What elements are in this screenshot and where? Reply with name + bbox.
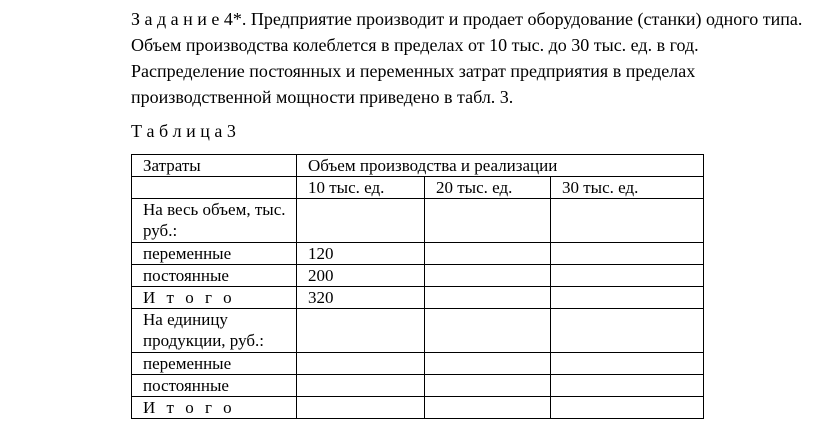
table-row	[132, 397, 704, 419]
table-row	[132, 199, 704, 243]
task-label: З а д а н и е 4*	[131, 9, 242, 29]
table-row	[132, 265, 704, 287]
task-paragraph	[131, 6, 811, 110]
row-value-10k	[297, 375, 425, 397]
row-label: переменные	[132, 243, 297, 265]
row-label: На весь объем, тыс. руб.:	[132, 199, 297, 243]
header-costs: Затраты	[132, 155, 297, 177]
header-volume: Объем производства и реализации	[297, 155, 704, 177]
row-label: постоянные	[132, 375, 297, 397]
row-value-20k	[425, 309, 551, 353]
row-value-20k	[425, 397, 551, 419]
row-value-10k: 120	[297, 243, 425, 265]
row-value-10k: 200	[297, 265, 425, 287]
header-col-20k: 20 тыс. ед.	[425, 177, 551, 199]
row-value-30k	[551, 309, 704, 353]
row-value-30k	[551, 353, 704, 375]
costs-table	[131, 154, 704, 419]
row-value-20k	[425, 199, 551, 243]
row-label: постоянные	[132, 265, 297, 287]
row-value-10k	[297, 199, 425, 243]
row-value-20k	[425, 265, 551, 287]
table-row	[132, 353, 704, 375]
row-label: переменные	[132, 353, 297, 375]
row-value-10k	[297, 397, 425, 419]
row-value-30k	[551, 199, 704, 243]
row-label: И т о г о	[132, 397, 297, 419]
table-header-row	[132, 155, 704, 177]
row-value-10k	[297, 309, 425, 353]
row-value-10k: 320	[297, 287, 425, 309]
row-value-30k	[551, 375, 704, 397]
row-value-30k	[551, 265, 704, 287]
task-text: . Предприятие производит и продает оборудование (станки) одного типа. Объем производства колеблется в пределах от 10 тыс. до 30 тыс. ед. в год. Распределение постоянных и переменных затрат предприятия в пределах производственной мощности приведено в табл. 3.	[131, 9, 803, 107]
row-label: И т о г о	[132, 287, 297, 309]
table-row	[132, 375, 704, 397]
row-label: На единицу продукции, руб.:	[132, 309, 297, 353]
header-col-30k: 30 тыс. ед.	[551, 177, 704, 199]
table-subheader-row	[132, 177, 704, 199]
row-value-30k	[551, 397, 704, 419]
row-value-20k	[425, 243, 551, 265]
row-value-30k	[551, 287, 704, 309]
row-value-20k	[425, 353, 551, 375]
table-row	[132, 287, 704, 309]
table-caption: Т а б л и ц а 3	[131, 121, 236, 141]
row-value-30k	[551, 243, 704, 265]
header-empty-cell	[132, 177, 297, 199]
row-value-20k	[425, 287, 551, 309]
header-col-10k: 10 тыс. ед.	[297, 177, 425, 199]
table-row	[132, 243, 704, 265]
row-value-10k	[297, 353, 425, 375]
row-value-20k	[425, 375, 551, 397]
table-row	[132, 309, 704, 353]
